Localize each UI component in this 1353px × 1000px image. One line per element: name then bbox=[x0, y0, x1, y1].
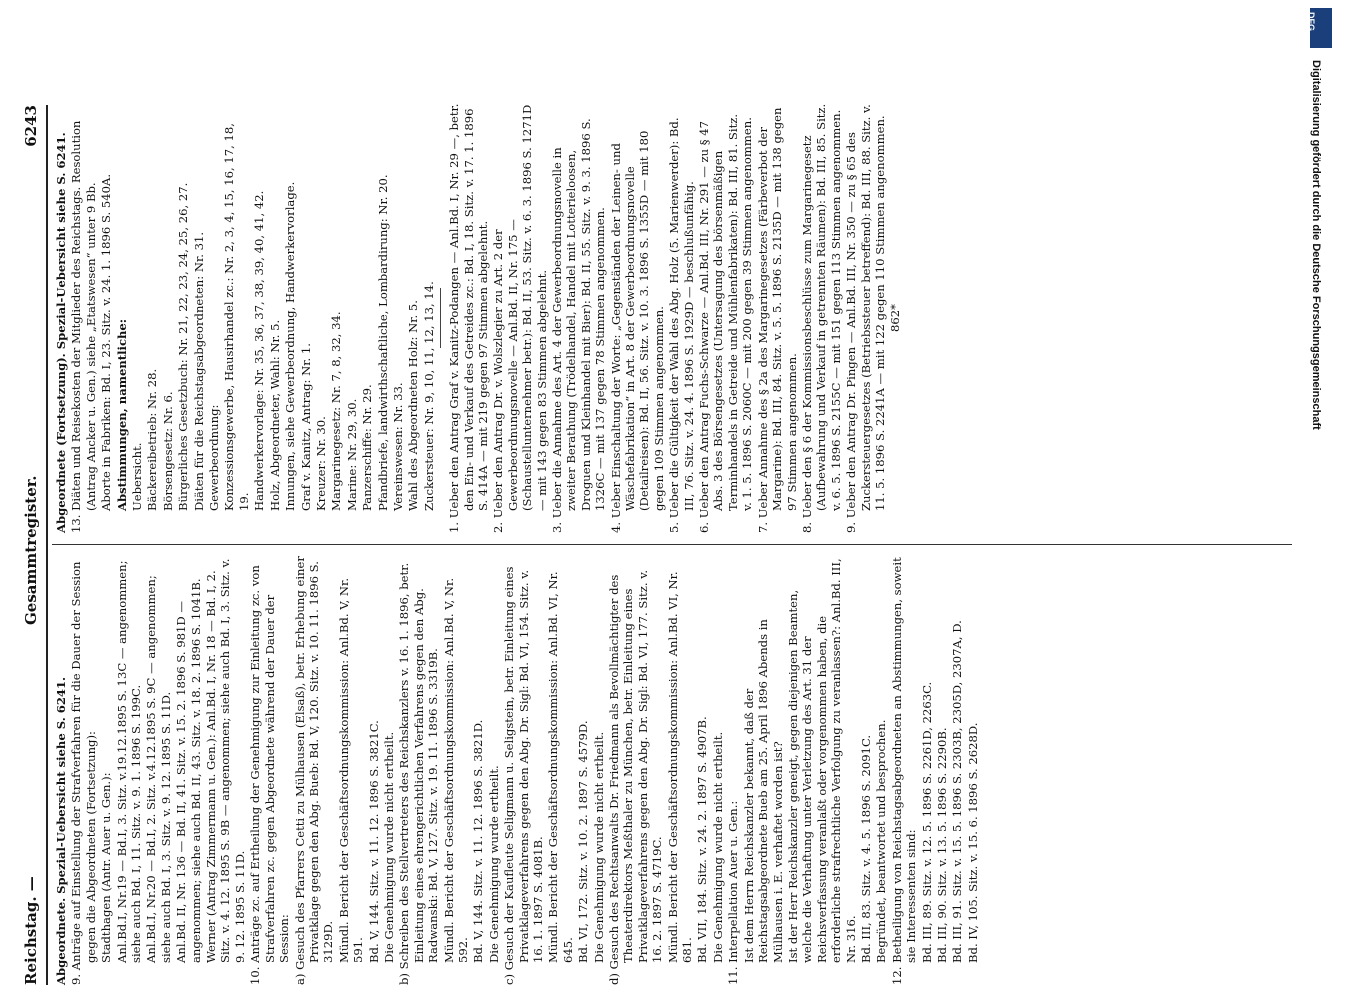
register-entry: b) Schreiben des Stellvertreters des Reichskanzlers v. 16. 1. 1896, betr. Einleitung eines ehrengerichtlichen Verfahrens gegen den Abg. Radwanski: Bd. V, 127. Sitz. v. 19. 11. 1896 S. 3319B. bbox=[397, 562, 441, 985]
register-entry: Bäckereibetrieb: Nr. 28. bbox=[145, 368, 160, 511]
page-header bbox=[20, 105, 46, 985]
register-entry: 7. Ueber Annahme des § 2a des Margarinegesetzes (Färbeverbot der Margarine): Bd. III, 84. Sitz. v. 5. 5. 1896 S. 2135D — mit 138 gegen 97 Stimmen angenommen. bbox=[755, 107, 799, 533]
register-entry: Bd. III, 90. Sitz. v. 13. 5. 1896 S. 2290B. bbox=[934, 727, 949, 963]
register-entry: Bd. V, 144. Sitz. v. 11. 12. 1896 S. 3821D. bbox=[471, 719, 486, 963]
register-entry: 1. Ueber den Antrag Graf v. Kanitz-Podangen — Anl.Bd. I, Nr. 29 —, betr. den Ein- und Verkauf des Getreides zc.: Bd. I, 18. Sitz. v. 17. 1. 1896 S. 414A — mit 219 gegen 97 Stimmen abgelehnt. bbox=[447, 103, 490, 533]
register-entry: Aborte in Fabriken: Bd. I, 23. Sitz. v. 24. 1. 1896 S. 540A. bbox=[99, 173, 114, 511]
register-entry: Panzerschiffe: Nr. 29. bbox=[360, 384, 375, 511]
register-entry: 10. Anträge zc. auf Ertheilung der Genehmigung zur Einleitung zc. von Strafverfahren zc. gegen Abgeordnete während der Dauer der Session: bbox=[248, 565, 292, 985]
register-entry: Begründet, beantwortet und besprochen. bbox=[874, 719, 889, 963]
digitization-note bbox=[1300, 60, 1326, 940]
column-separator bbox=[52, 544, 1292, 545]
register-entry: Mündl. Bericht der Geschäftsordnungskommission: Anl.Bd. V, Nr. 591. bbox=[336, 577, 366, 963]
register-entry: Ist der Herr Reichskanzler geneigt, gegen diejenigen Beamten, welche die Verhaftung unter Verletzung des Art. 31 der Reichsverfassung veranlaßt oder vorgenommen haben, die erforderliche strafrechtliche Verfolgung zu veranlassen?: Anl.Bd. III, Nr. 316. bbox=[785, 558, 858, 963]
register-entry: Zuckersteuer: Nr. 9, 10, 11, 12, 13, 14. bbox=[421, 281, 436, 511]
register-entry: Die Genehmigung wurde nicht ertheilt. bbox=[381, 731, 396, 963]
page-number: 6243 bbox=[22, 105, 40, 147]
register-entry: 3. Ueber die Annahme des Art. 4 der Gewerbeordnungsnovelle in zweiter Berathung (Trödelhandel, Handel mit Lotterieloosen, Droguen und Kleinhandel mit Bier): Bd. II, 55. Sitz. v. 9. 3. 1896 S. 1326C — mit 137 gegen 78 Stimmen angenommen. bbox=[550, 118, 608, 533]
register-entry: Holz, Abgeordneter, Wahl: Nr. 5. bbox=[267, 319, 282, 511]
left-column bbox=[54, 555, 981, 985]
register-entry: Bd. III, 89. Sitz. v. 12. 5. 1896 S. 2261D, 2263C. bbox=[919, 681, 934, 963]
register-entry: Bd. VII, 184. Sitz. v. 24. 2. 1897 S. 4907B. bbox=[695, 716, 710, 963]
register-entry: a) Gesuch des Pfarrers Cetti zu Mülhausen (Elsaß), betr. Erhebung einer Privatklage gegen den Abg. Bueb: Bd. V, 120. Sitz. v. 10. 11. 1896 S. 3129D. bbox=[292, 556, 336, 985]
header-left: Reichstag. — bbox=[22, 876, 40, 985]
register-entry: Abgeordnete (Fortsetzung). Spezial-Uebersicht siehe S. 6241. bbox=[54, 132, 68, 533]
register-entry: Bd. V, 144. Sitz. v. 11. 12. 1896 S. 3821C. bbox=[366, 720, 381, 963]
register-entry: Abgeordnete. Spezial-Uebersicht siehe S. 6241. bbox=[54, 676, 68, 985]
register-entry: Handwerkervorlage: Nr. 35, 36, 37, 38, 39, 40, 41, 42. bbox=[252, 190, 267, 511]
register-entry: Bd. III, 91. Sitz. v. 15. 5. 1896 S. 2303B, 2305D, 2307A, D. bbox=[950, 620, 965, 963]
register-entry: Anl.Bd.I, Nr.19 — Bd.I, 3. Sitz. v.19.12.1895 S. 13C — angenommen; siehe auch Bd. I, 11. Sitz. v. 9. 1. 1896 S. 199C. bbox=[114, 560, 144, 963]
header-rule bbox=[46, 105, 48, 985]
register-entry: Stadthagen (Antr. Auer u. Gen.): bbox=[99, 772, 114, 963]
register-entry: Graf v. Kanitz, Antrag: Nr. 1. bbox=[298, 343, 313, 511]
register-entry: 13. Diäten und Reisekosten der Mitglieder des Reichstags. Resolution (Antrag Ancker u. Gen.) siehe „Etatswesen“ unter 9 Bb. bbox=[69, 120, 98, 533]
register-entry: 4. Ueber Einschaltung der Worte: „Gegenständen der Leinen- und Wäschefabrikation“ in Art. 8 der Gewerbeordnungsnovelle (Detailreisen): Bd. II, 56. Sitz. v. 10. 3. 1896 S. 1355D — mit 180 gegen 109 Stimmen angenommen. bbox=[608, 130, 666, 533]
register-entry: Kreuzer: Nr. 30. bbox=[313, 416, 328, 511]
register-entry: Die Genehmigung wurde nicht ertheilt. bbox=[710, 731, 725, 963]
register-entry: Die Genehmigung wurde ertheilt. bbox=[486, 765, 501, 963]
register-entry: 11. Interpellation Auer u. Gen.: bbox=[726, 800, 741, 985]
register-entry: Marine: Nr. 29, 30. bbox=[344, 398, 359, 511]
register-entry: Werner (Antrag Zimmermann u. Gen.): Anl.Bd. I, Nr. 18 — Bd. I, 2. Sitz. v. 4. 12. 1895 S. 9B — angenommen; siehe auch Bd. I, 3. Sitz. v. 9. 12. 1895 S. 11D. bbox=[204, 558, 247, 963]
register-entry: d) Gesuch des Rechtsanwalts Dr. Friedmann als Bevollmächtigter des Theaterdirektors Meßthaler zu München, betr. Einleitung eines Privatklageverfahrens gegen den Abg. Dr. Sigl: Bd. VI, 177. Sitz. v. 16. 2. 1897 S. 4719C. bbox=[607, 569, 665, 985]
register-entry: 9. Anträge auf Einstellung der Strafverfahren für die Dauer der Session gegen die Abgeordneten (Fortsetzung): bbox=[69, 561, 98, 985]
register-entry: Bd. IV, 105. Sitz. v. 15. 6. 1896 S. 2628D. bbox=[965, 722, 980, 963]
register-entry: c) Gesuch der Kaufleute Seligmann u. Seligstein, betr. Einleitung eines Privatklageverfahrens gegen den Abg. Dr. Sigl: Bd. VI, 154. Sitz. v. 16. 1. 1897 S. 4081B. bbox=[502, 566, 545, 985]
dfg-logo bbox=[1306, 8, 1332, 48]
right-column bbox=[54, 103, 904, 533]
register-entry: Anl.Bd. II, Nr. 136 — Bd. II, 41. Sitz. v. 15. 2. 1896 S. 981D — angenommen; siehe auch Bd. II, 43. Sitz. v. 18. 2. 1896 S. 1041B. bbox=[174, 578, 203, 963]
register-entry: Bürgerliches Gesetzbuch: Nr. 21, 22, 23, 24, 25, 26, 27. bbox=[176, 182, 191, 511]
section-divider bbox=[440, 288, 441, 348]
register-entry: Mündl. Bericht der Geschäftsordnungskommission: Anl.Bd. V, Nr. 592. bbox=[441, 577, 470, 963]
header-center: Gesammtregister. bbox=[22, 475, 40, 625]
register-entry: 9. Ueber den Antrag Dr. Pingen — Anl.Bd. III, Nr. 350 — zu § 65 des Zuckersteuergesetzes (Betriebssteuer betreffend): Bd. III, 88. Sitz. v. 11. 5. 1896 S. 2241A — mit 122 gegen 110 Stimmen angenommen. bbox=[844, 104, 887, 533]
register-entry: Mündl. Bericht der Geschäftsordnungskommission: Anl.Bd. VI, Nr. 681. bbox=[665, 571, 695, 963]
register-entry: Anl.Bd.I, Nr.20 — Bd.I, 2. Sitz. v.4.12.1895 S. 9C — angenommen; siehe auch Bd. I, 3. Sitz. v. 9. 12. 1895 S. 11D. bbox=[144, 575, 173, 963]
register-entry: 12. Betheiligung von Reichstagsabgeordneten an Abstimmungen, soweit sie Interessenten sind: bbox=[889, 557, 919, 985]
register-entry: Die Genehmigung wurde nicht ertheilt. bbox=[591, 731, 606, 963]
register-entry: Abstimmungen, namentliche: bbox=[114, 318, 129, 511]
register-entry: Gewerbeordnung: bbox=[207, 404, 222, 511]
register-entry: Vereinswesen: Nr. 33. bbox=[390, 382, 405, 511]
dfg-logo-text: DFG bbox=[1306, 12, 1316, 31]
register-entry: Wahl des Abgeordneten Holz: Nr. 5. bbox=[406, 300, 421, 511]
register-entry: Margarinegesetz: Nr. 7, 8, 32, 34. bbox=[329, 311, 344, 511]
register-entry: Mündl. Bericht der Geschäftsordnungskommission: Anl.Bd. VI, Nr. 645. bbox=[546, 571, 575, 963]
register-entry: Konzessionsgewerbe, Hausirhandel zc.: Nr. 2, 3, 4, 15, 16, 17, 18, 19. bbox=[222, 123, 251, 511]
rotated-register-page bbox=[20, 105, 1320, 985]
register-entry: Diäten für die Reichstagsabgeordneten: Nr. 31. bbox=[191, 231, 206, 511]
register-entry: 862* bbox=[888, 304, 903, 332]
register-entry: Innungen, siehe Gewerbeordnung, Handwerkervorlage. bbox=[283, 181, 298, 511]
register-entry: Uebersicht. bbox=[130, 442, 145, 511]
digitization-note-text: Digitalisierung gefördert durch die Deutsche Forschungsgemeinschaft bbox=[1310, 60, 1322, 430]
register-entry: 6. Ueber den Antrag Fuchs-Schwarze — Anl.Bd. III, Nr. 291 — zu § 47 Abs. 3 des Börsengesetzes (Untersagung des börsenmäßigen Terminhandels in Getreide und Mühlenfabrikaten): Bd. III, 81. Sitz. v. 1. 5. 1896 S. 2060C — mit 200 gegen 39 Stimmen angenommen. bbox=[697, 113, 755, 533]
register-entry: 5. Ueber die Gültigkeit der Wahl des Abg. Holz (5. Marienwerder): Bd. III, 76. Sitz. v. 24. 4. 1896 S. 1929D — beschlußunfähig. bbox=[667, 117, 696, 533]
register-entry: Börsengesetz: Nr. 6. bbox=[160, 391, 175, 511]
register-entry: 2. Ueber den Antrag Dr. v. Wolszlegier zu Art. 2 der Gewerbeordnungsnovelle — Anl.Bd. II, Nr. 175 — (Schaustellunternehmer betr.): Bd. II, 53. Sitz. v. 6. 3. 1896 S. 1271D — mit 143 gegen 83 Stimmen abgelehnt. bbox=[491, 104, 549, 533]
register-entry: Bd. VI, 172. Sitz. v. 10. 2. 1897 S. 4579D. bbox=[576, 720, 591, 963]
register-entry: Bd. III, 83. Sitz. v. 4. 5. 1896 S. 2091C. bbox=[858, 734, 873, 963]
register-entry: 8. Ueber den § 6 der Kommissionsbeschlüsse zum Margarinegesetz (Aufbewahrung und Verkauf in getrennten Räumen): Bd. III, 85. Sitz. v. 6. 5. 1896 S. 2155C — mit 151 gegen 113 Stimmen angenommen. bbox=[799, 103, 843, 533]
register-entry: Ist dem Herrn Reichskanzler bekannt, daß der Reichstagsabgeordnete Bueb am 25. April 1896 Abends in Mülhausen i. E. verhaftet worden ist? bbox=[741, 619, 785, 963]
register-entry: Pfandbriefe, landwirthschaftliche, Lombardirung: Nr. 20. bbox=[375, 174, 390, 511]
